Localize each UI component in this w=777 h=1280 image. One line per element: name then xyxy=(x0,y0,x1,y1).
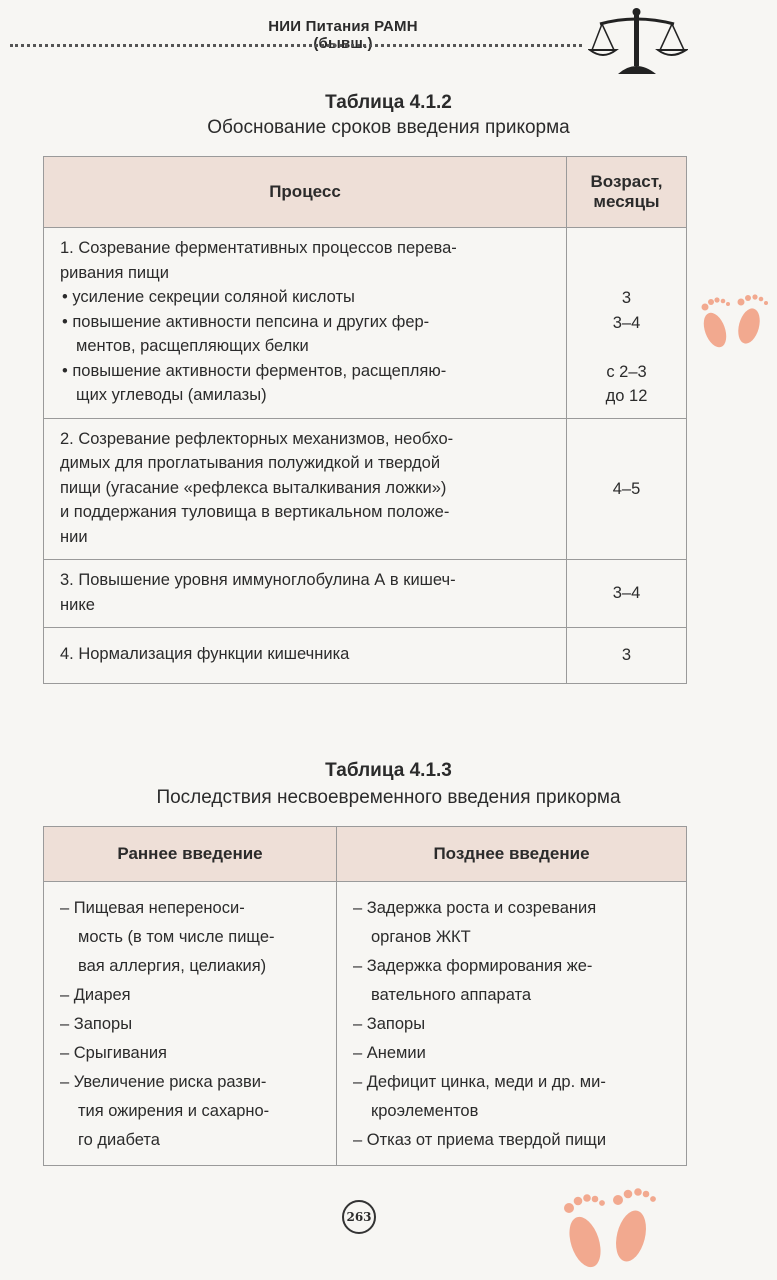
age-value: 3–4 xyxy=(612,313,641,332)
list-item: – Запоры xyxy=(60,1015,133,1033)
list-item: – Срыгивания xyxy=(60,1044,167,1062)
list-item: – Пищевая непереноси- xyxy=(60,899,245,917)
text-line: нике xyxy=(60,595,95,614)
text-line: пищи (угасание «рефлекса выталкивания ложки») xyxy=(60,478,447,497)
table-row xyxy=(44,882,687,1166)
list-item-cont: органов ЖКТ xyxy=(371,928,471,946)
header-early: Раннее введение xyxy=(44,827,337,882)
age-cell-3: 3–4 xyxy=(567,560,687,628)
text-line: 1. Созревание ферментативных процессов перева- xyxy=(60,239,457,257)
list-item: – Дефицит цинка, меди и др. ми- xyxy=(353,1073,606,1091)
age-cell-2: 4–5 xyxy=(567,418,687,560)
table-row xyxy=(44,418,687,560)
text-line: димых для проглатывания полужидкой и твердой xyxy=(60,454,441,472)
process-cell-2 xyxy=(44,418,567,560)
list-item-cont: вая аллергия, целиакия) xyxy=(78,957,267,975)
list-item: – Задержка формирования же- xyxy=(353,957,593,975)
age-value: с 2–3 xyxy=(606,362,647,381)
header-process: Процесс xyxy=(44,157,567,228)
text-line: 2. Созревание рефлекторных механизмов, необхо- xyxy=(60,429,454,448)
header-age xyxy=(567,157,687,228)
table-row xyxy=(44,628,687,684)
table-413-number: Таблица 4.1.3 xyxy=(325,760,452,781)
text-line: нии xyxy=(60,527,88,546)
baby-feet-icon xyxy=(695,290,773,354)
table-412 xyxy=(43,156,687,684)
header-late: Позднее введение xyxy=(337,827,687,882)
list-item: – Запоры xyxy=(353,1015,426,1033)
table-row xyxy=(44,560,687,628)
bullet-item: • повышение активности пепсина и других фер- xyxy=(62,312,430,331)
header-dotted-rule xyxy=(10,44,582,47)
text-line: 3. Повышение уровня иммуноглобулина А в кишеч- xyxy=(60,571,456,589)
list-item: – Диарея xyxy=(60,986,131,1004)
table-412-header-row xyxy=(44,157,687,228)
table-413-title: Последствия несвоевременного введения прикорма xyxy=(156,787,621,808)
table-412-number: Таблица 4.1.2 xyxy=(325,92,452,113)
table-412-title: Обоснование сроков введения прикорма xyxy=(207,117,570,138)
list-item-cont: тия ожирения и сахарно- xyxy=(78,1102,270,1120)
list-item: – Отказ от приема твердой пищи xyxy=(353,1131,607,1149)
text-line: 4. Нормализация функции кишечника xyxy=(60,645,350,663)
bullet-item-cont: ментов, расщепляющих белки xyxy=(76,337,309,355)
list-item-cont: мость (в том числе пище- xyxy=(78,928,275,946)
process-cell-1 xyxy=(44,228,567,419)
process-cell-4 xyxy=(44,628,567,684)
bullet-item: • повышение активности ферментов, расщепляю- xyxy=(62,361,447,380)
scales-icon xyxy=(588,6,688,78)
bullet-item-cont: щих углеводы (амилазы) xyxy=(76,386,267,404)
table-413-header-row xyxy=(44,827,687,882)
age-value: 3 xyxy=(621,289,632,307)
list-item: – Анемии xyxy=(353,1044,426,1062)
age-cell-1 xyxy=(567,228,687,419)
late-cell xyxy=(337,882,687,1166)
list-item-cont: кроэлементов xyxy=(371,1102,479,1120)
baby-feet-icon xyxy=(555,1180,665,1276)
text-line: ривания пищи xyxy=(60,263,169,282)
list-item: – Увеличение риска разви- xyxy=(60,1073,267,1091)
running-header: НИИ Питания РАМН (бывш.) xyxy=(268,18,418,52)
header-age-line2: месяцы xyxy=(593,192,660,211)
list-item-cont: го диабета xyxy=(78,1131,160,1149)
table-413 xyxy=(43,826,687,1166)
page-number: 263 xyxy=(342,1200,376,1234)
list-item-cont: вательного аппарата xyxy=(371,986,532,1004)
text-line: и поддержания туловища в вертикальном положе- xyxy=(60,503,450,521)
header-age-line1: Возраст, xyxy=(590,172,663,191)
bullet-item: • усиление секреции соляной кислоты xyxy=(62,288,355,306)
age-cell-4: 3 xyxy=(567,628,687,684)
list-item: – Задержка роста и созревания xyxy=(353,899,597,917)
age-value xyxy=(571,335,682,360)
early-cell xyxy=(44,882,337,1166)
age-value: до 12 xyxy=(605,387,648,405)
process-cell-3 xyxy=(44,560,567,628)
table-row xyxy=(44,228,687,419)
